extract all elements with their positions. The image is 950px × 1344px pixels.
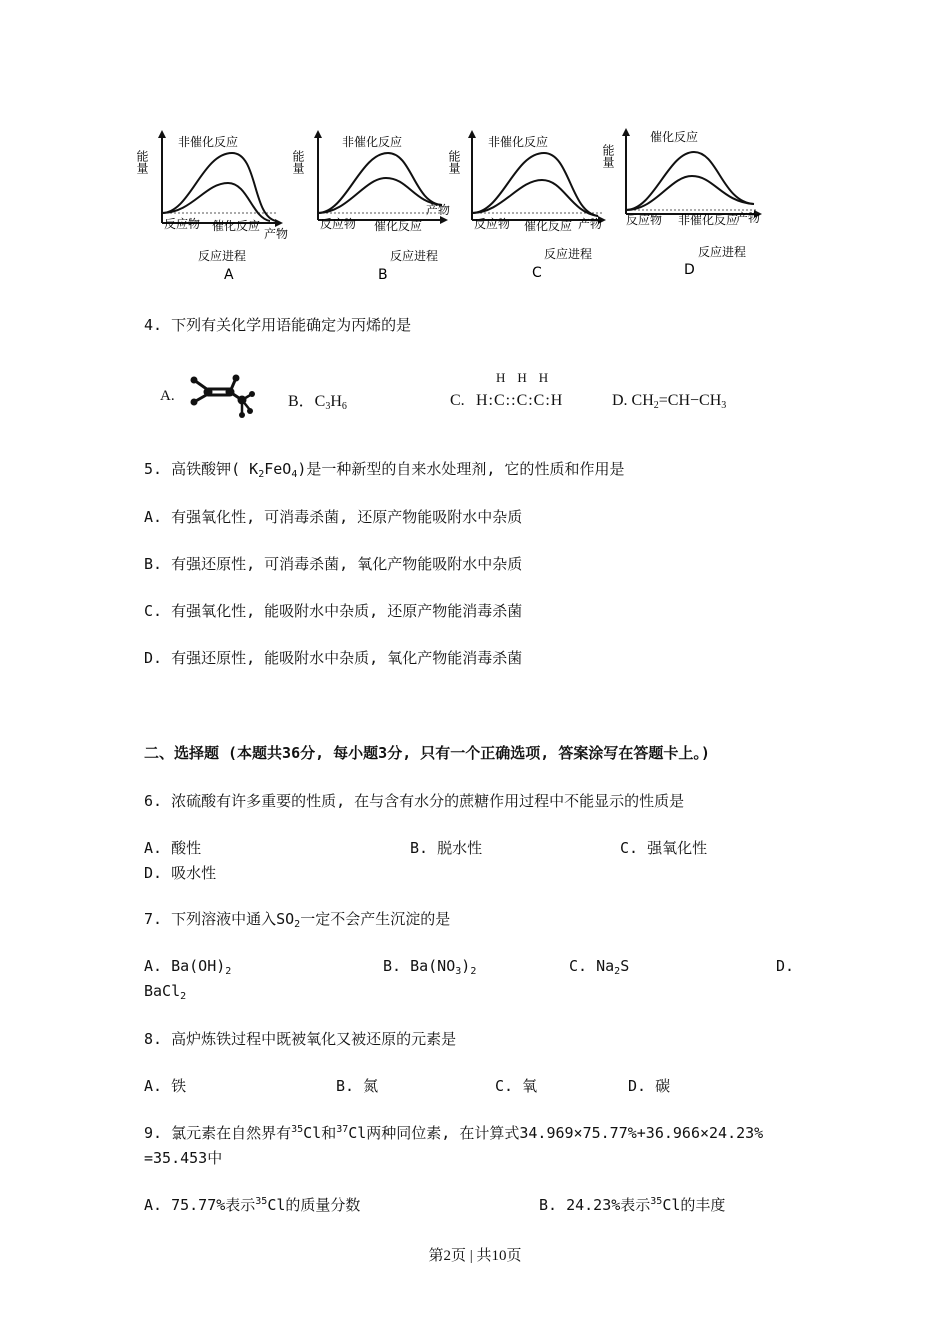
panel-letter: C (532, 265, 542, 281)
q6-stem: 6. 浓硫酸有许多重要的性质, 在与含有水分的蔗糖作用过程中不能显示的性质是 (144, 792, 685, 810)
energy-diagram-b (291, 128, 456, 283)
q9-option-a: A. 75.77%表示$^{35}$Cl的质量分数 (144, 1196, 361, 1214)
q5-option-b: B. 有强还原性, 可消毒杀菌, 氧化产物能吸附水中杂质 (144, 555, 523, 573)
y-axis-label: 能量 (291, 150, 305, 174)
q6-option-d: D. 吸水性 (144, 864, 217, 882)
y-axis-label: 能量 (135, 150, 149, 174)
x-axis-label: 反应进程 (698, 245, 747, 259)
q4-option-c-label: C. (450, 392, 465, 409)
product-label: 产物 (264, 227, 289, 241)
q8-option-a: A. 铁 (144, 1077, 187, 1095)
q7-option-d-label: D. (776, 957, 795, 975)
energy-diagram-a (135, 128, 290, 283)
q6-option-b: B. 脱水性 (410, 839, 483, 857)
bottom-curve-label: 催化反应 (524, 219, 573, 233)
top-curve-label: 非催化反应 (178, 135, 239, 149)
panel-letter: A (224, 267, 234, 283)
reactant-label: 反应物 (320, 217, 357, 231)
q4-option-a-label: A. (160, 388, 175, 404)
q4-stem: 4. 下列有关化学用语能确定为丙烯的是 (144, 316, 412, 334)
bottom-curve-label: 非催化反应 (678, 213, 739, 227)
top-curve-label: 非催化反应 (342, 135, 403, 149)
q9-stem: 9. 氯元素在自然界有$^{35}$Cl和$^{37}$Cl两种同位素, 在计算式34.969×75.77%+36.966×24.23% (144, 1124, 764, 1142)
panel-letter: D (684, 262, 695, 278)
q6-option-a: A. 酸性 (144, 839, 202, 857)
q8-option-b: B. 氮 (336, 1077, 379, 1095)
q5-stem: 5. 高铁酸钾( $K_2FeO_4$)是一种新型的自来水处理剂, 它的性质和作用是 (144, 460, 625, 480)
top-curve-label: 非催化反应 (488, 135, 549, 149)
q4-option-d: D. $CH_2=CH-CH_3$ (612, 392, 727, 411)
q4-option-c-electron-formula: H:C::C:C:H (476, 392, 564, 409)
product-label: 产物 (426, 203, 451, 217)
q6-option-c: C. 强氧化性 (620, 839, 708, 857)
bottom-curve-label: 催化反应 (212, 219, 261, 233)
q5-option-a: A. 有强氧化性, 可消毒杀菌, 还原产物能吸附水中杂质 (144, 508, 523, 526)
product-label: 产物 (578, 217, 603, 231)
q4-option-c-top-hydrogens: HHH (496, 370, 561, 385)
q5-option-c: C. 有强氧化性, 能吸附水中杂质, 还原产物能消毒杀菌 (144, 602, 523, 620)
x-axis-label: 反应进程 (390, 249, 439, 263)
q5-option-d: D. 有强还原性, 能吸附水中杂质, 氧化产物能消毒杀菌 (144, 649, 523, 667)
q8-stem: 8. 高炉炼铁过程中既被氧化又被还原的元素是 (144, 1030, 457, 1048)
bottom-curve-label: 催化反应 (374, 219, 423, 233)
q7-option-c: C. $Na_2S$ (569, 957, 630, 977)
q8-option-d: D. 碳 (628, 1077, 671, 1095)
product-label: 产物 (736, 211, 761, 225)
panel-letter: B (378, 267, 388, 283)
energy-diagram-c (447, 128, 612, 283)
q9-option-b: B. 24.23%表示$^{35}$Cl的丰度 (539, 1196, 726, 1214)
q8-option-c: C. 氧 (495, 1077, 538, 1095)
section-2-heading: 二、选择题 (本题共36分, 每小题3分, 只有一个正确选项, 答案涂写在答题卡上。) (144, 744, 710, 762)
energy-diagram-d (601, 124, 770, 279)
reactant-label: 反应物 (626, 213, 663, 227)
q9-stem-line2: =35.453中 (144, 1149, 223, 1167)
x-axis-label: 反应进程 (198, 249, 247, 263)
top-curve-label: 催化反应 (650, 130, 699, 144)
reactant-label: 反应物 (164, 217, 201, 231)
reactant-label: 反应物 (474, 217, 511, 231)
page-footer: 第2页 | 共10页 (428, 1248, 522, 1264)
q7-option-d: BaCl$_2$ (144, 982, 187, 1002)
propene-ball-stick-model (186, 370, 256, 420)
q7-stem: 7. 下列溶液中通入$SO_2$一定不会产生沉淀的是 (144, 910, 451, 930)
q7-option-b: B. $Ba(NO_3)_2$ (383, 957, 477, 977)
y-axis-label: 能量 (447, 150, 461, 174)
q4-option-b: B．$C_3H_6$ (288, 393, 347, 412)
y-axis-label: 能量 (601, 144, 615, 168)
x-axis-label: 反应进程 (544, 247, 593, 261)
q7-option-a: A. $Ba(OH)_2$ (144, 957, 232, 977)
